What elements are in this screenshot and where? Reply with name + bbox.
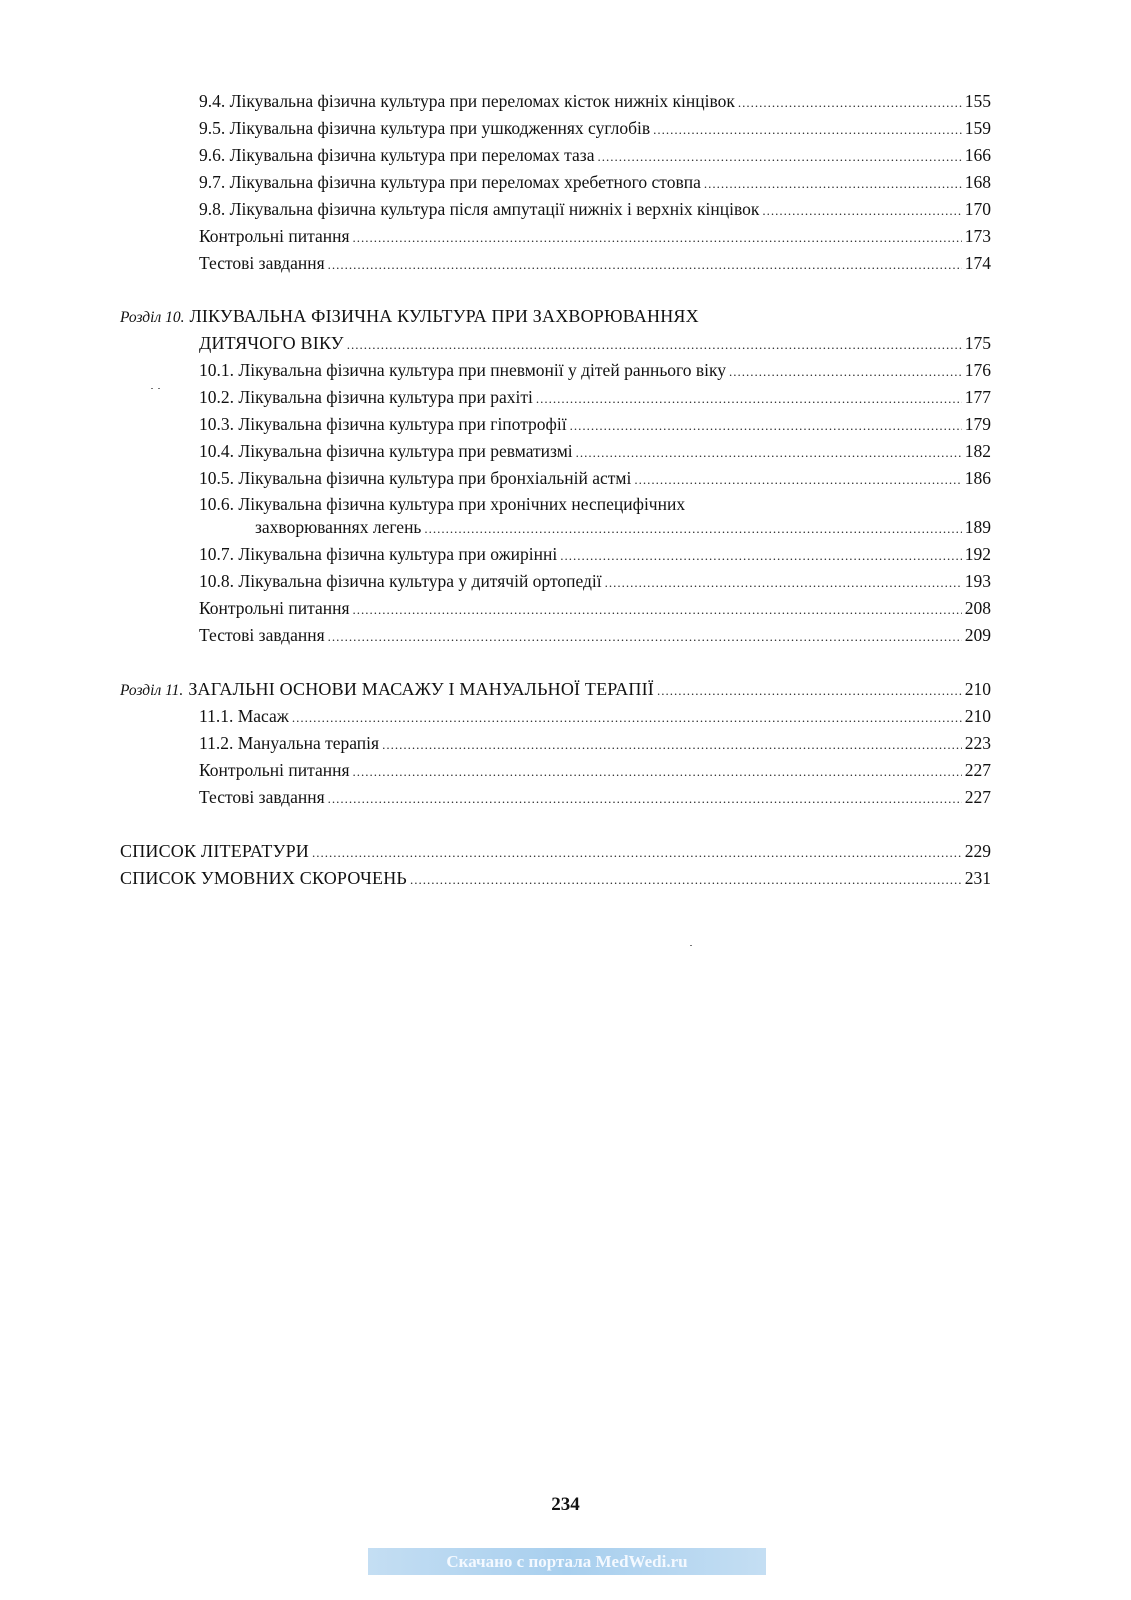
dot-leader [536, 388, 962, 410]
toc-entry-page: 179 [964, 414, 991, 434]
toc-entry-10-6[interactable] [199, 493, 685, 515]
toc-entry-page: 177 [964, 387, 991, 407]
dot-leader [347, 334, 962, 356]
dot-leader [634, 469, 961, 491]
dot-leader [353, 761, 962, 783]
dot-leader [328, 788, 962, 810]
toc-entry-9-7[interactable] [199, 171, 991, 195]
section-heading-label [120, 678, 654, 702]
section-10-heading[interactable] [120, 305, 699, 329]
toc-entry-10-7[interactable] [199, 543, 991, 567]
toc-entry-label: 10.4. Лікувальна фізична культура при ревматизмі [199, 441, 573, 461]
toc-entry-label: Тестові завдання [199, 253, 325, 273]
toc-entry-9-4[interactable] [199, 90, 991, 114]
toc-entry-label: СПИСОК ЛІТЕРАТУРИ [120, 841, 309, 861]
dot-leader [328, 626, 962, 648]
toc-entry-label: 10.5. Лікувальна фізична культура при бронхіальній астмі [199, 468, 632, 488]
dot-leader [292, 707, 962, 729]
toc-entry-label: 9.6. Лікувальна фізична культура при переломах таза [199, 145, 595, 165]
scan-speck [690, 945, 692, 946]
toc-entry-10-1[interactable] [199, 359, 991, 383]
scan-speck [151, 388, 153, 389]
toc-entry-label: 10.3. Лікувальна фізична культура при гіпотрофії [199, 414, 567, 434]
toc-entry-ch9-questions[interactable] [199, 225, 991, 249]
section-title: ЛІКУВАЛЬНА ФІЗИЧНА КУЛЬТУРА ПРИ ЗАХВОРЮВАННЯХ [189, 306, 699, 326]
toc-entry-label: 9.7. Лікувальна фізична культура при переломах хребетного стовпа [199, 172, 701, 192]
toc-entry-label: 10.8. Лікувальна фізична культура у дитячій ортопедії [199, 571, 602, 591]
toc-entry-page: 210 [964, 706, 991, 726]
toc-entry-label-cont: захворюваннях легень [255, 517, 422, 537]
toc-entry-page: 173 [964, 226, 991, 246]
section-prefix: Розділ 10. [120, 309, 185, 326]
section-prefix: Розділ 11. [120, 682, 184, 699]
toc-entry-page: 175 [964, 333, 991, 353]
toc-entry-ch10-questions[interactable] [199, 597, 991, 621]
toc-entry-page: 229 [964, 841, 991, 861]
toc-entry-label: 11.1. Масаж [199, 706, 289, 726]
toc-entry-10-3[interactable] [199, 413, 991, 437]
page-number: 234 [551, 1494, 580, 1515]
toc-entry-page: 170 [964, 199, 991, 219]
toc-entry-9-5[interactable] [199, 117, 991, 141]
dot-leader [729, 361, 962, 383]
toc-entry-page: 182 [964, 441, 991, 461]
toc-entry-9-8[interactable] [199, 198, 991, 222]
toc-entry-9-6[interactable] [199, 144, 991, 168]
dot-leader [738, 92, 962, 114]
dot-leader [605, 572, 962, 594]
section-10-heading-cont[interactable] [199, 332, 991, 356]
toc-entry-10-2[interactable] [199, 386, 991, 410]
toc-entry-10-4[interactable] [199, 440, 991, 464]
section-11-heading[interactable] [120, 678, 991, 702]
dot-leader [704, 173, 962, 195]
toc-entry-page: 168 [964, 172, 991, 192]
watermark-banner[interactable]: Скачано с портала MedWedi.ru [368, 1548, 766, 1575]
scan-speck [158, 388, 160, 389]
toc-entry-page: 166 [964, 145, 991, 165]
dot-leader [312, 842, 962, 864]
toc-entry-page: 193 [964, 571, 991, 591]
toc-entry-page: 210 [964, 679, 991, 699]
toc-entry-page: 176 [964, 360, 991, 380]
toc-entry-label: 9.8. Лікувальна фізична культура після ампутації нижніх і верхніх кінцівок [199, 199, 760, 219]
toc-entry-ch9-tests[interactable] [199, 252, 991, 276]
toc-entry-10-5[interactable] [199, 467, 991, 491]
dot-leader [353, 599, 962, 621]
toc-entry-page: 208 [964, 598, 991, 618]
toc-entry-page: 209 [964, 625, 991, 645]
toc-entry-label: СПИСОК УМОВНИХ СКОРОЧЕНЬ [120, 868, 407, 888]
toc-entry-page: 189 [964, 517, 991, 537]
section-title: ЗАГАЛЬНІ ОСНОВИ МАСАЖУ І МАНУАЛЬНОЇ ТЕРАПІЇ [188, 679, 654, 699]
toc-entry-label: 11.2. Мануальна терапія [199, 733, 380, 753]
toc-entry-page: 159 [964, 118, 991, 138]
dot-leader [576, 442, 962, 464]
toc-entry-page: 174 [964, 253, 991, 273]
section-title-cont: ДИТЯЧОГО ВІКУ [199, 333, 344, 353]
toc-entry-page: 223 [964, 733, 991, 753]
dot-leader [424, 518, 961, 540]
toc-entry-abbreviations[interactable] [120, 867, 991, 891]
toc-entry-page: 155 [964, 91, 991, 111]
dot-leader [762, 200, 961, 222]
dot-leader [353, 227, 962, 249]
dot-leader [653, 119, 962, 141]
toc-entry-ch11-tests[interactable] [199, 786, 991, 810]
toc-entry-page: 227 [964, 787, 991, 807]
dot-leader [410, 869, 962, 891]
toc-entry-label: Тестові завдання [199, 625, 325, 645]
toc-entry-page: 186 [964, 468, 991, 488]
toc-entry-ch11-questions[interactable] [199, 759, 991, 783]
toc-entry-label: 10.7. Лікувальна фізична культура при ожирінні [199, 544, 558, 564]
toc-entry-ch10-tests[interactable] [199, 624, 991, 648]
toc-entry-label: 10.1. Лікувальна фізична культура при пневмонії у дітей раннього віку [199, 360, 727, 380]
toc-entry-10-6-cont[interactable] [255, 516, 991, 540]
toc-entry-label: 10.2. Лікувальна фізична культура при рахіті [199, 387, 533, 407]
toc-entry-page: 231 [964, 868, 991, 888]
dot-leader [382, 734, 962, 756]
toc-entry-label: 10.6. Лікувальна фізична культура при хронічних неспецифічних [199, 494, 686, 514]
toc-entry-label: 9.4. Лікувальна фізична культура при переломах кісток нижніх кінцівок [199, 91, 735, 111]
dot-leader [657, 680, 962, 702]
toc-entry-label: Контрольні питання [199, 760, 350, 780]
toc-entry-label: 9.5. Лікувальна фізична культура при ушкодженнях суглобів [199, 118, 651, 138]
toc-entry-10-8[interactable] [199, 570, 991, 594]
toc-entry-label: Тестові завдання [199, 787, 325, 807]
toc-entry-page: 227 [964, 760, 991, 780]
toc-entry-references[interactable] [120, 840, 991, 864]
toc-entry-label: Контрольні питання [199, 226, 350, 246]
toc-entry-11-2[interactable] [199, 732, 991, 756]
toc-entry-page: 192 [964, 544, 991, 564]
dot-leader [560, 545, 962, 567]
toc-entry-label: Контрольні питання [199, 598, 350, 618]
toc-entry-11-1[interactable] [199, 705, 991, 729]
dot-leader [597, 146, 961, 168]
dot-leader [570, 415, 962, 437]
dot-leader [328, 254, 962, 276]
